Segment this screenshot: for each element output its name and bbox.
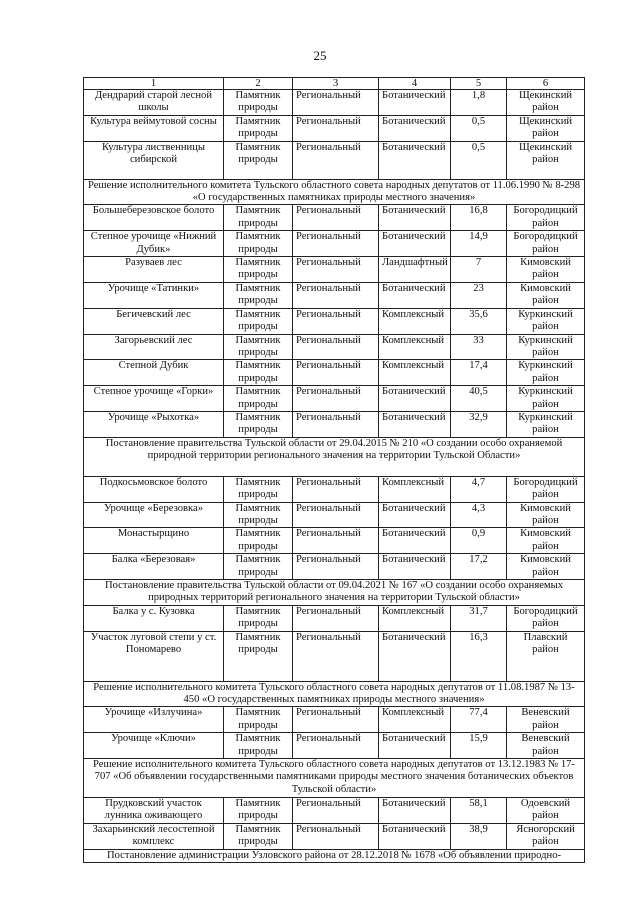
cell-district: Щекинский район xyxy=(507,141,585,179)
cell-name: Балка «Березовая» xyxy=(84,554,224,580)
cell-significance: Региональный xyxy=(293,798,379,824)
cell-area: 23 xyxy=(451,282,507,308)
cell-district: Куркинский район xyxy=(507,334,585,360)
cell-category: Памятник природы xyxy=(224,502,293,528)
cell-category: Памятник природы xyxy=(224,411,293,437)
cell-district: Веневский район xyxy=(507,733,585,759)
cell-area: 4,3 xyxy=(451,502,507,528)
column-header-4: 4 xyxy=(379,78,451,90)
cell-significance: Региональный xyxy=(293,141,379,179)
cell-significance: Региональный xyxy=(293,528,379,554)
cell-significance: Региональный xyxy=(293,231,379,257)
cell-area: 7 xyxy=(451,257,507,283)
cell-area: 16,3 xyxy=(451,631,507,681)
cell-significance: Региональный xyxy=(293,115,379,141)
cell-profile: Ботанический xyxy=(379,554,451,580)
cell-profile: Комплексный xyxy=(379,476,451,502)
cell-profile: Ботанический xyxy=(379,798,451,824)
table-row xyxy=(84,308,585,334)
section-heading: Постановление правительства Тульской области от 09.04.2021 № 167 «О создании особо охраняемых природных территорий регионального значения на территории Тульской области» xyxy=(84,580,585,606)
cell-profile: Ботанический xyxy=(379,205,451,231)
cell-profile: Ботанический xyxy=(379,823,451,849)
cell-name: Участок луговой степи у ст. Пономарево xyxy=(84,631,224,681)
cell-area: 17,4 xyxy=(451,360,507,386)
page-number: 25 xyxy=(313,48,327,63)
table-row xyxy=(84,205,585,231)
cell-area: 77,4 xyxy=(451,707,507,733)
cell-area: 38,9 xyxy=(451,823,507,849)
cell-category: Памятник природы xyxy=(224,141,293,179)
cell-district: Одоевский район xyxy=(507,798,585,824)
section-heading: Решение исполнительного комитета Тульского областного совета народных депутатов от 11.06.1990 № 8-298 «О государственных памятниках природы местного значения» xyxy=(84,179,585,205)
cell-name: Прудковский участок лунника оживающего xyxy=(84,798,224,824)
cell-area: 31,7 xyxy=(451,605,507,631)
cell-district: Веневский район xyxy=(507,707,585,733)
cell-category: Памятник природы xyxy=(224,528,293,554)
cell-category: Памятник природы xyxy=(224,733,293,759)
cell-area: 0,5 xyxy=(451,141,507,179)
table-row xyxy=(84,257,585,283)
cell-significance: Региональный xyxy=(293,707,379,733)
cell-district: Кимовский район xyxy=(507,502,585,528)
cell-district: Куркинский район xyxy=(507,411,585,437)
table-row xyxy=(84,823,585,849)
cell-district: Кимовский район xyxy=(507,257,585,283)
cell-significance: Региональный xyxy=(293,360,379,386)
table-row xyxy=(84,554,585,580)
cell-significance: Региональный xyxy=(293,308,379,334)
cell-significance: Региональный xyxy=(293,733,379,759)
cell-name: Степное урочище «Горки» xyxy=(84,386,224,412)
cell-area: 32,9 xyxy=(451,411,507,437)
cell-significance: Региональный xyxy=(293,554,379,580)
cell-profile: Ботанический xyxy=(379,733,451,759)
cell-name: Загорьевский лес xyxy=(84,334,224,360)
cell-name: Степной Дубик xyxy=(84,360,224,386)
cell-area: 58,1 xyxy=(451,798,507,824)
table-header-row xyxy=(84,78,585,90)
cell-area: 15,9 xyxy=(451,733,507,759)
table-row xyxy=(84,631,585,681)
cell-profile: Ботанический xyxy=(379,631,451,681)
cell-category: Памятник природы xyxy=(224,707,293,733)
cell-area: 14,9 xyxy=(451,231,507,257)
cell-area: 0,9 xyxy=(451,528,507,554)
cell-category: Памятник природы xyxy=(224,605,293,631)
cell-profile: Ботанический xyxy=(379,115,451,141)
section-heading: Решение исполнительного комитета Тульского областного совета народных депутатов от 11.08.1987 № 13-450 «О государственных памятниках природы местного значения» xyxy=(84,681,585,707)
protected-areas-table xyxy=(83,77,585,863)
cell-name: Большеберезовское болото xyxy=(84,205,224,231)
cell-district: Ясногорский район xyxy=(507,823,585,849)
cell-name: Разуваев лес xyxy=(84,257,224,283)
cell-area: 16,8 xyxy=(451,205,507,231)
table-row xyxy=(84,411,585,437)
cell-category: Памятник природы xyxy=(224,115,293,141)
cell-district: Богородицкий район xyxy=(507,205,585,231)
table-row xyxy=(84,141,585,179)
cell-area: 4,7 xyxy=(451,476,507,502)
cell-significance: Региональный xyxy=(293,334,379,360)
table-row xyxy=(84,90,585,116)
cell-significance: Региональный xyxy=(293,282,379,308)
cell-profile: Комплексный xyxy=(379,308,451,334)
cell-area: 35,6 xyxy=(451,308,507,334)
cell-profile: Ботанический xyxy=(379,282,451,308)
table-row xyxy=(84,733,585,759)
cell-district: Кимовский район xyxy=(507,528,585,554)
cell-area: 1,8 xyxy=(451,90,507,116)
cell-significance: Региональный xyxy=(293,605,379,631)
cell-category: Памятник природы xyxy=(224,554,293,580)
cell-significance: Региональный xyxy=(293,476,379,502)
column-header-3: 3 xyxy=(293,78,379,90)
cell-name: Подкосьмовское болото xyxy=(84,476,224,502)
table-row xyxy=(84,605,585,631)
cell-profile: Ландшафтный xyxy=(379,257,451,283)
cell-name: Дендрарий старой лесной школы xyxy=(84,90,224,116)
cell-name: Урочище «Ключи» xyxy=(84,733,224,759)
cell-district: Кимовский район xyxy=(507,554,585,580)
cell-name: Урочище «Березовка» xyxy=(84,502,224,528)
section-heading-row xyxy=(84,681,585,707)
cell-significance: Региональный xyxy=(293,823,379,849)
cell-significance: Региональный xyxy=(293,257,379,283)
cell-name: Балка у с. Кузовка xyxy=(84,605,224,631)
table-row xyxy=(84,334,585,360)
cell-area: 33 xyxy=(451,334,507,360)
section-heading-row xyxy=(84,437,585,476)
cell-category: Памятник природы xyxy=(224,257,293,283)
table-row xyxy=(84,115,585,141)
cell-district: Богородицкий район xyxy=(507,231,585,257)
table-row xyxy=(84,798,585,824)
cell-name: Культура лиственницы сибирской xyxy=(84,141,224,179)
cell-profile: Ботанический xyxy=(379,386,451,412)
cell-profile: Ботанический xyxy=(379,141,451,179)
section-heading-row xyxy=(84,759,585,798)
cell-category: Памятник природы xyxy=(224,360,293,386)
column-header-5: 5 xyxy=(451,78,507,90)
cell-category: Памятник природы xyxy=(224,308,293,334)
cell-name: Урочище «Татинки» xyxy=(84,282,224,308)
cell-category: Памятник природы xyxy=(224,231,293,257)
cell-profile: Ботанический xyxy=(379,90,451,116)
cell-district: Кимовский район xyxy=(507,282,585,308)
cell-profile: Комплексный xyxy=(379,360,451,386)
cell-profile: Комплексный xyxy=(379,605,451,631)
section-heading-row xyxy=(84,179,585,205)
cell-area: 40,5 xyxy=(451,386,507,412)
cell-category: Памятник природы xyxy=(224,631,293,681)
table-row xyxy=(84,476,585,502)
cell-category: Памятник природы xyxy=(224,205,293,231)
table-row xyxy=(84,231,585,257)
cell-profile: Комплексный xyxy=(379,334,451,360)
cell-district: Плавский район xyxy=(507,631,585,681)
cell-profile: Комплексный xyxy=(379,707,451,733)
cell-category: Памятник природы xyxy=(224,334,293,360)
cell-name: Культура веймутовой сосны xyxy=(84,115,224,141)
cell-district: Куркинский район xyxy=(507,360,585,386)
cell-district: Богородицкий район xyxy=(507,605,585,631)
cell-significance: Региональный xyxy=(293,386,379,412)
cell-district: Щекинский район xyxy=(507,90,585,116)
table-row xyxy=(84,360,585,386)
cell-category: Памятник природы xyxy=(224,476,293,502)
table-row xyxy=(84,528,585,554)
cell-district: Богородицкий район xyxy=(507,476,585,502)
cell-significance: Региональный xyxy=(293,205,379,231)
cell-area: 17,2 xyxy=(451,554,507,580)
cell-profile: Ботанический xyxy=(379,528,451,554)
cell-area: 0,5 xyxy=(451,115,507,141)
cell-profile: Ботанический xyxy=(379,231,451,257)
cell-name: Бегичевский лес xyxy=(84,308,224,334)
cell-category: Памятник природы xyxy=(224,386,293,412)
cell-profile: Ботанический xyxy=(379,502,451,528)
cell-district: Щекинский район xyxy=(507,115,585,141)
cell-name: Монастырщино xyxy=(84,528,224,554)
cell-significance: Региональный xyxy=(293,411,379,437)
cell-significance: Региональный xyxy=(293,502,379,528)
cell-name: Урочище «Излучина» xyxy=(84,707,224,733)
cell-name: Урочище «Рыхотка» xyxy=(84,411,224,437)
table-row xyxy=(84,707,585,733)
cell-significance: Региональный xyxy=(293,631,379,681)
table-row xyxy=(84,502,585,528)
cell-category: Памятник природы xyxy=(224,90,293,116)
section-heading: Постановление правительства Тульской области от 29.04.2015 № 210 «О создании особо охраняемой природной территории регионального значения на территории Тульской Области» xyxy=(84,437,585,476)
table-row xyxy=(84,282,585,308)
cell-profile: Ботанический xyxy=(379,411,451,437)
section-heading: Постановление администрации Узловского района от 28.12.2018 № 1678 «Об объявлении природно- xyxy=(84,849,585,862)
section-heading-row xyxy=(84,849,585,862)
cell-name: Захарьинский лесостепной комплекс xyxy=(84,823,224,849)
section-heading-row xyxy=(84,580,585,606)
cell-category: Памятник природы xyxy=(224,823,293,849)
cell-category: Памятник природы xyxy=(224,282,293,308)
column-header-2: 2 xyxy=(224,78,293,90)
column-header-1: 1 xyxy=(84,78,224,90)
column-header-6: 6 xyxy=(507,78,585,90)
cell-district: Куркинский район xyxy=(507,386,585,412)
table-row xyxy=(84,386,585,412)
cell-category: Памятник природы xyxy=(224,798,293,824)
cell-significance: Региональный xyxy=(293,90,379,116)
section-heading: Решение исполнительного комитета Тульского областного совета народных депутатов от 13.12.1983 № 17-707 «Об объявлении государственными памятниками природы местного значения ботанических объектов Тульской области» xyxy=(84,759,585,798)
cell-name: Степное урочище «Нижний Дубик» xyxy=(84,231,224,257)
cell-district: Куркинский район xyxy=(507,308,585,334)
